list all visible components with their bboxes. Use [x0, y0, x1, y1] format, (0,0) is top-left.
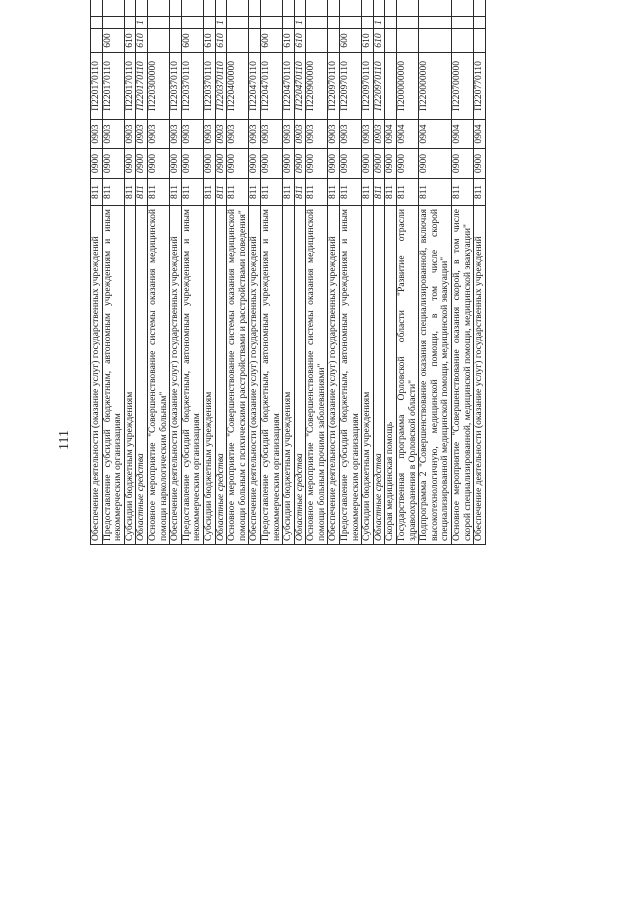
row-name: Предоставление субсидий бюджетным, автономным учреждениям и иным некоммерческим организациям — [181, 206, 203, 545]
row-section: 0900 — [306, 149, 328, 179]
row-source-code — [181, 17, 203, 29]
row-expense-type: 600 — [181, 29, 203, 53]
table-row — [203, 0, 215, 545]
row-subsection: 0903 — [340, 120, 362, 149]
row-subsection: 0903 — [124, 120, 136, 149]
row-target-article: П220700000 — [452, 53, 474, 120]
row-kvsr: 811 — [102, 179, 124, 206]
table-row — [181, 0, 203, 545]
row-amount-1 — [91, 0, 103, 17]
row-target-article: П220370110 — [203, 53, 215, 120]
row-section: 0900 — [294, 149, 306, 179]
row-section: 0900 — [328, 149, 340, 179]
row-target-article: П220900000 — [306, 53, 328, 120]
row-source-code — [249, 17, 261, 29]
row-amount-1 — [419, 0, 452, 17]
row-subsection: 0903 — [203, 120, 215, 149]
row-expense-type — [249, 29, 261, 53]
page-number — [53, 420, 77, 460]
row-target-article: П220170110 — [136, 53, 148, 120]
row-kvsr: 811 — [385, 179, 397, 206]
row-name: Субсидии бюджетным учреждениям — [283, 206, 295, 545]
table-row — [283, 0, 295, 545]
row-subsection: 0903 — [373, 120, 385, 149]
row-expense-type — [170, 29, 182, 53]
row-expense-type: 610 — [362, 29, 374, 53]
row-amount-1 — [124, 0, 136, 17]
table-row — [474, 0, 486, 545]
row-section: 0900 — [283, 149, 295, 179]
table-row — [102, 0, 124, 545]
row-subsection: 0903 — [102, 120, 124, 149]
row-name: Областные средства — [215, 206, 227, 545]
table-row — [306, 0, 328, 545]
row-target-article: П200000000 — [397, 53, 419, 120]
row-expense-type: 600 — [102, 29, 124, 53]
row-expense-type: 600 — [340, 29, 362, 53]
row-subsection: 0903 — [283, 120, 295, 149]
row-kvsr: 811 — [227, 179, 249, 206]
row-subsection: 0903 — [328, 120, 340, 149]
row-name: Областные средства — [294, 206, 306, 545]
budget-table-body — [91, 0, 486, 545]
row-expense-type — [227, 29, 249, 53]
row-subsection: 0903 — [294, 120, 306, 149]
table-row — [136, 0, 148, 545]
row-section: 0900 — [170, 149, 182, 179]
row-amount-1 — [147, 0, 169, 17]
row-target-article: П220000000 — [419, 53, 452, 120]
row-target-article: П220370110 — [181, 53, 203, 120]
rotated-table-container — [90, 0, 585, 545]
row-target-article: П220370110 — [215, 53, 227, 120]
row-name: Предоставление субсидий бюджетным, автономным учреждениям и иным некоммерческим организациям — [340, 206, 362, 545]
row-subsection: 0904 — [452, 120, 474, 149]
row-kvsr: 811 — [91, 179, 103, 206]
row-target-article: П220370110 — [170, 53, 182, 120]
row-source-code: 1 — [215, 17, 227, 29]
row-kvsr: 811 — [373, 179, 385, 206]
row-section: 0900 — [102, 149, 124, 179]
row-kvsr: 811 — [170, 179, 182, 206]
row-expense-type: 610 — [124, 29, 136, 53]
budget-table — [90, 0, 486, 545]
row-kvsr: 811 — [328, 179, 340, 206]
row-source-code — [306, 17, 328, 29]
row-target-article: П220970110 — [373, 53, 385, 120]
table-row — [373, 0, 385, 545]
row-target-article: П220300000 — [147, 53, 169, 120]
row-kvsr: 811 — [306, 179, 328, 206]
row-target-article: П220470110 — [249, 53, 261, 120]
row-section: 0900 — [340, 149, 362, 179]
row-section: 0900 — [419, 149, 452, 179]
row-kvsr: 811 — [215, 179, 227, 206]
row-source-code — [102, 17, 124, 29]
row-kvsr: 811 — [452, 179, 474, 206]
row-subsection: 0903 — [91, 120, 103, 149]
row-name: Областные средства — [136, 206, 148, 545]
row-section: 0900 — [147, 149, 169, 179]
row-expense-type — [147, 29, 169, 53]
row-expense-type: 600 — [260, 29, 282, 53]
row-section: 0900 — [362, 149, 374, 179]
row-subsection: 0903 — [306, 120, 328, 149]
row-expense-type: 610 — [215, 29, 227, 53]
row-kvsr: 811 — [181, 179, 203, 206]
row-subsection: 0903 — [181, 120, 203, 149]
row-source-code — [328, 17, 340, 29]
row-section: 0900 — [181, 149, 203, 179]
row-section: 0900 — [215, 149, 227, 179]
row-amount-1 — [397, 0, 419, 17]
row-amount-1 — [362, 0, 374, 17]
row-expense-type: 610 — [283, 29, 295, 53]
row-subsection: 0903 — [147, 120, 169, 149]
row-source-code: 1 — [373, 17, 385, 29]
row-kvsr: 811 — [147, 179, 169, 206]
row-section: 0900 — [452, 149, 474, 179]
row-name: Субсидии бюджетным учреждениям — [362, 206, 374, 545]
row-expense-type — [91, 29, 103, 53]
table-row — [419, 0, 452, 545]
row-amount-1 — [294, 0, 306, 17]
row-source-code — [340, 17, 362, 29]
row-subsection: 0903 — [249, 120, 261, 149]
row-kvsr: 811 — [397, 179, 419, 206]
row-source-code — [227, 17, 249, 29]
table-row — [397, 0, 419, 545]
row-target-article: П220770110 — [474, 53, 486, 120]
row-target-article: П220970110 — [362, 53, 374, 120]
row-section: 0900 — [373, 149, 385, 179]
table-row — [124, 0, 136, 545]
row-amount-1 — [306, 0, 328, 17]
page-number-text: 111 — [57, 430, 72, 450]
table-row — [215, 0, 227, 545]
row-section: 0900 — [203, 149, 215, 179]
row-expense-type: 610 — [294, 29, 306, 53]
table-row — [147, 0, 169, 545]
row-target-article: П220170110 — [91, 53, 103, 120]
table-row — [294, 0, 306, 545]
row-target-article: П220470110 — [260, 53, 282, 120]
row-source-code — [170, 17, 182, 29]
row-name: Обеспечение деятельности (оказание услуг) государственных учреждений — [170, 206, 182, 545]
row-section: 0900 — [397, 149, 419, 179]
row-target-article: П220970110 — [340, 53, 362, 120]
row-subsection: 0903 — [136, 120, 148, 149]
table-row — [362, 0, 374, 545]
row-target-article: П220970110 — [328, 53, 340, 120]
row-section: 0900 — [260, 149, 282, 179]
row-target-article: П220170110 — [124, 53, 136, 120]
row-expense-type — [328, 29, 340, 53]
row-name: Основное мероприятие "Совершенствование системы оказания медицинской помощи наркологическим больным" — [147, 206, 169, 545]
row-target-article: П220470110 — [283, 53, 295, 120]
row-name: Основное мероприятие "Совершенствование системы оказания медицинской помощи больным с психическими расстройствами и расстройствами поведения" — [227, 206, 249, 545]
row-amount-1 — [181, 0, 203, 17]
row-source-code — [260, 17, 282, 29]
row-subsection: 0904 — [419, 120, 452, 149]
row-subsection: 0904 — [385, 120, 397, 149]
row-amount-1 — [102, 0, 124, 17]
row-expense-type: 610 — [373, 29, 385, 53]
row-name: Подпрограмма 2 "Совершенствование оказания специализированной, включая высокотехнологичную, медицинской помощи, в том числе скорой специализированной медицинской помощи, медицинской эвакуации" — [419, 206, 452, 545]
row-kvsr: 811 — [136, 179, 148, 206]
row-kvsr: 811 — [260, 179, 282, 206]
row-section: 0900 — [136, 149, 148, 179]
row-name: Обеспечение деятельности (оказание услуг) государственных учреждений — [474, 206, 486, 545]
row-source-code — [124, 17, 136, 29]
row-source-code — [283, 17, 295, 29]
table-row — [385, 0, 397, 545]
row-source-code — [452, 17, 474, 29]
row-kvsr: 811 — [249, 179, 261, 206]
row-source-code — [397, 17, 419, 29]
row-kvsr: 811 — [474, 179, 486, 206]
row-name: Предоставление субсидий бюджетным, автономным учреждениям и иным некоммерческим организациям — [260, 206, 282, 545]
row-source-code: 1 — [136, 17, 148, 29]
row-amount-1 — [249, 0, 261, 17]
row-expense-type: 610 — [136, 29, 148, 53]
row-source-code — [147, 17, 169, 29]
row-expense-type — [397, 29, 419, 53]
row-source-code — [362, 17, 374, 29]
row-expense-type — [452, 29, 474, 53]
row-subsection: 0903 — [260, 120, 282, 149]
budget-table-frame — [90, 20, 585, 870]
row-amount-1 — [215, 0, 227, 17]
row-amount-1 — [452, 0, 474, 17]
row-section: 0900 — [249, 149, 261, 179]
table-row — [249, 0, 261, 545]
row-name: Обеспечение деятельности (оказание услуг) государственных учреждений — [328, 206, 340, 545]
row-subsection: 0904 — [397, 120, 419, 149]
row-subsection: 0903 — [362, 120, 374, 149]
table-row — [260, 0, 282, 545]
table-row — [328, 0, 340, 545]
row-expense-type — [306, 29, 328, 53]
row-kvsr: 811 — [203, 179, 215, 206]
row-amount-1 — [203, 0, 215, 17]
table-row — [91, 0, 103, 545]
row-name: Субсидии бюджетным учреждениям — [124, 206, 136, 545]
table-row — [227, 0, 249, 545]
row-kvsr: 811 — [340, 179, 362, 206]
row-amount-1 — [328, 0, 340, 17]
row-source-code — [474, 17, 486, 29]
row-source-code — [203, 17, 215, 29]
row-target-article — [385, 53, 397, 120]
row-name: Основное мероприятие "Совершенствование оказания скорой, в том числе скорой специализированной, медицинской помощи, медицинской эвакуации" — [452, 206, 474, 545]
table-row — [170, 0, 182, 545]
row-subsection: 0903 — [215, 120, 227, 149]
row-subsection: 0904 — [474, 120, 486, 149]
table-row — [452, 0, 474, 545]
row-name: Основное мероприятие "Совершенствование системы оказания медицинской помощи больным прочими заболеваниями" — [306, 206, 328, 545]
row-target-article: П220400000 — [227, 53, 249, 120]
row-name: Скорая медицинская помощь — [385, 206, 397, 545]
row-amount-1 — [474, 0, 486, 17]
row-subsection: 0903 — [170, 120, 182, 149]
row-amount-1 — [227, 0, 249, 17]
row-kvsr: 811 — [294, 179, 306, 206]
row-name: Областные средства — [373, 206, 385, 545]
row-source-code — [91, 17, 103, 29]
row-amount-1 — [385, 0, 397, 17]
row-subsection: 0903 — [227, 120, 249, 149]
row-expense-type — [474, 29, 486, 53]
row-section: 0900 — [227, 149, 249, 179]
row-source-code — [419, 17, 452, 29]
row-kvsr: 811 — [362, 179, 374, 206]
row-amount-1 — [170, 0, 182, 17]
row-name: Обеспечение деятельности (оказание услуг) государственных учреждений — [249, 206, 261, 545]
row-amount-1 — [136, 0, 148, 17]
row-target-article: П220170110 — [102, 53, 124, 120]
row-name: Обеспечение деятельности (оказание услуг) государственных учреждений — [91, 206, 103, 545]
row-amount-1 — [283, 0, 295, 17]
row-kvsr: 811 — [124, 179, 136, 206]
table-row — [340, 0, 362, 545]
row-name: Субсидии бюджетным учреждениям — [203, 206, 215, 545]
row-amount-1 — [260, 0, 282, 17]
row-expense-type — [385, 29, 397, 53]
row-expense-type — [419, 29, 452, 53]
row-kvsr: 811 — [283, 179, 295, 206]
row-name: Предоставление субсидий бюджетным, автономным учреждениям и иным некоммерческим организациям — [102, 206, 124, 545]
row-section: 0900 — [124, 149, 136, 179]
row-source-code: 1 — [294, 17, 306, 29]
row-target-article: П220470110 — [294, 53, 306, 120]
row-section: 0900 — [385, 149, 397, 179]
row-source-code — [385, 17, 397, 29]
row-kvsr: 811 — [419, 179, 452, 206]
row-name: Государственная программа Орловской области "Развитие отрасли здравоохранения в Орловской области" — [397, 206, 419, 545]
row-section: 0900 — [91, 149, 103, 179]
row-amount-1 — [373, 0, 385, 17]
row-section: 0900 — [474, 149, 486, 179]
row-amount-1 — [340, 0, 362, 17]
row-expense-type: 610 — [203, 29, 215, 53]
